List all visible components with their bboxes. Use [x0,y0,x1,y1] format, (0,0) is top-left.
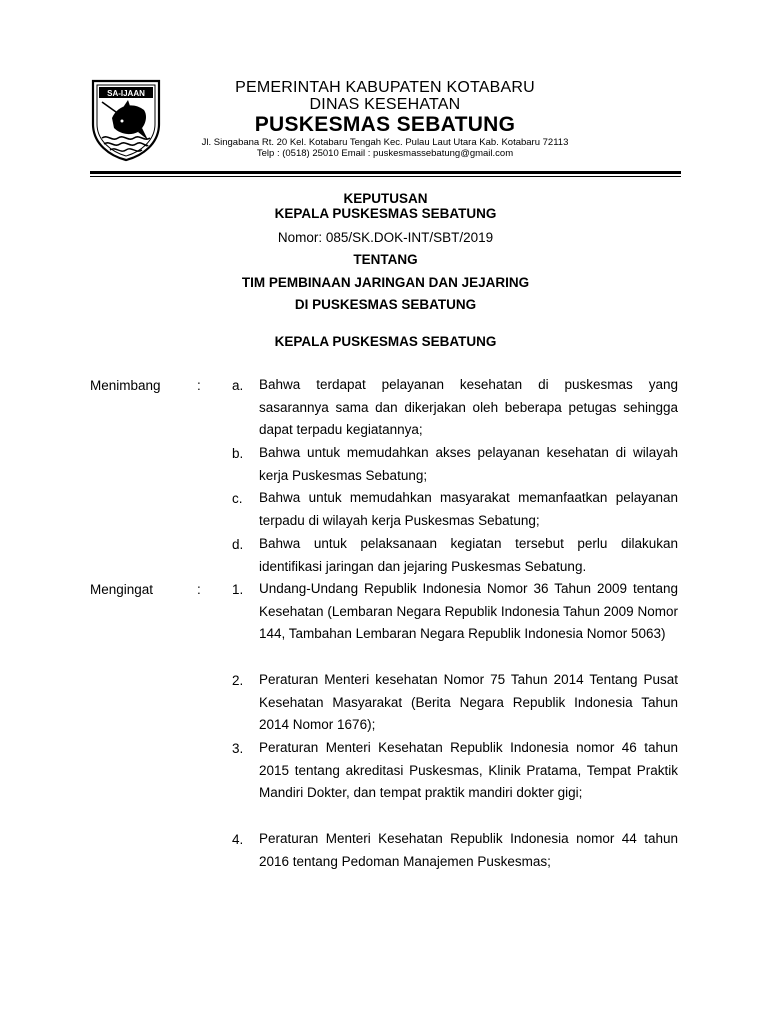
mengingat-marker: 4. [232,832,244,847]
about-heading: TENTANG [353,252,418,267]
mengingat-colon: : [197,582,201,597]
mengingat-marker: 2. [232,673,244,688]
menimbang-marker: d. [232,537,244,552]
decision-number: Nomor: 085/SK.DOK-INT/SBT/2019 [277,230,494,245]
menimbang-colon: : [197,378,201,393]
mengingat-clause: Undang-Undang Republik Indonesia Nomor 36 Tahun 2009 tentang Kesehatan (Lembaran Negara Republik Indonesia Tahun 2009 Nomor 144, Tambahan Lembaran Negara Republik Indonesia Nomor 5063) [259,581,678,642]
letterhead-address: Jl. Singabana Rt. 20 Kel. Kotabaru Tengah Kec. Pulau Laut Utara Kab. Kotabaru 72113 [201,137,569,148]
menimbang-label: Menimbang [90,378,161,393]
subject-line-1: TIM PEMBINAAN JARINGAN DAN JEJARING [241,275,530,290]
menimbang-clause: Bahwa untuk memudahkan masyarakat memanfaatkan pelayanan terpadu di wilayah kerja Puskesmas Sebatung; [259,490,678,528]
menimbang-marker: a. [232,378,244,393]
decision-heading: KEPUTUSAN [343,191,428,206]
subject-line-2: DI PUSKESMAS SEBATUNG [294,297,477,312]
mengingat-marker: 3. [232,741,244,756]
letterhead-government: PEMERINTAH KABUPATEN KOTABARU [235,79,535,96]
mengingat-clause: Peraturan Menteri kesehatan Nomor 75 Tahun 2014 Tentang Pusat Kesehatan Masyarakat (Berita Negara Republik Indonesia Tahun 2014 Nomor 1676); [259,672,678,733]
menimbang-marker: b. [232,446,244,461]
letterhead-divider-thick [90,171,681,174]
menimbang-marker: c. [232,491,243,506]
letterhead-contact: Telp : (0518) 25010 Email : puskesmassebatung@gmail.com [256,148,514,159]
mengingat-clause: Peraturan Menteri Kesehatan Republik Indonesia nomor 46 tahun 2015 tentang akreditasi Puskesmas, Klinik Pratama, Tempat Praktik Mandiri Dokter, dan tempat praktik mandiri dokter gigi; [259,740,678,801]
menimbang-clause: Bahwa untuk memudahkan akses pelayanan kesehatan di wilayah kerja Puskesmas Sebatung; [259,445,678,483]
authority-heading: KEPALA PUSKESMAS SEBATUNG [274,334,497,349]
logo-banner-text: SA-IJAAN [107,89,145,98]
menimbang-clause: Bahwa untuk pelaksanaan kegiatan tersebut perlu dilakukan identifikasi jaringan dan jejaring Puskesmas Sebatung. [259,536,678,574]
mengingat-marker: 1. [232,582,244,597]
menimbang-clause: Bahwa terdapat pelayanan kesehatan di puskesmas yang sasarannya sama dan dikerjakan oleh beberapa petugas sehingga dapat terpadu kegiatannya; [259,377,678,438]
letterhead-divider-thin [90,176,681,177]
mengingat-clause: Peraturan Menteri Kesehatan Republik Indonesia nomor 44 tahun 2016 tentang Pedoman Manajemen Puskesmas; [259,831,678,869]
letterhead-institution: PUSKESMAS SEBATUNG [254,113,516,136]
regency-emblem-logo [90,78,162,162]
mengingat-label: Mengingat [90,582,154,597]
decision-issuer: KEPALA PUSKESMAS SEBATUNG [274,206,497,221]
shield-emblem-icon [90,78,162,162]
letterhead-department: DINAS KESEHATAN [309,96,461,113]
